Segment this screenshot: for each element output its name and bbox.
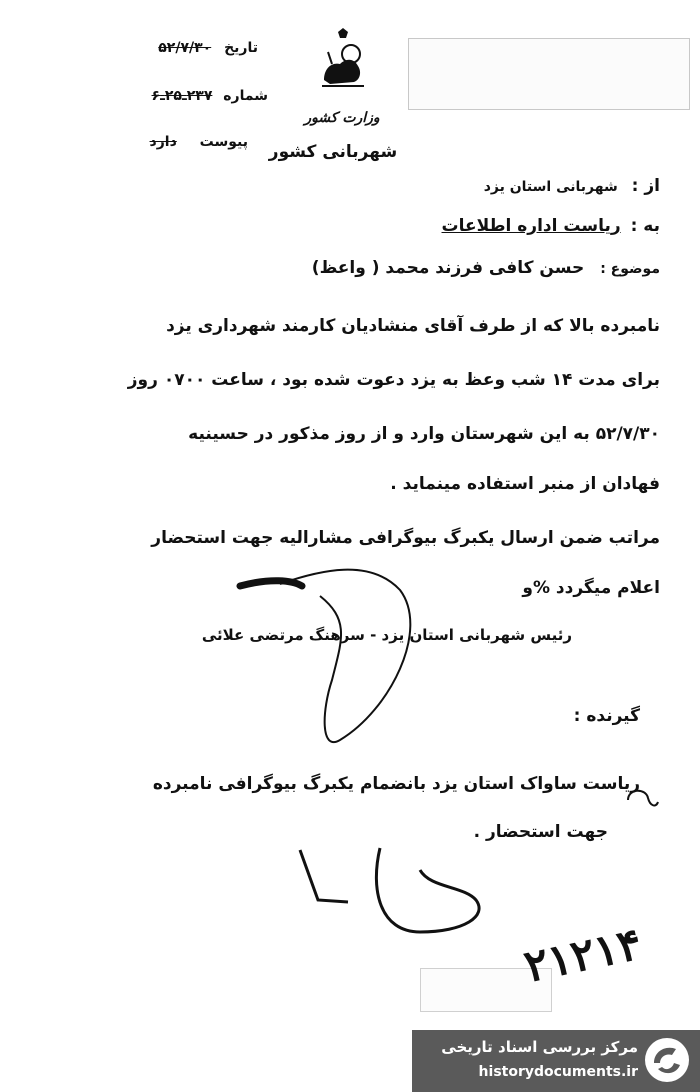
attachment-label: پیوست xyxy=(199,134,248,150)
body-line-2: برای مدت ۱۴ شب وعظ به یزد دعوت شده بود ، ساعت ۰۷۰۰ روز xyxy=(127,370,660,390)
subject-label: موضوع : xyxy=(600,261,660,277)
police-title: شهربانی کشور xyxy=(268,142,398,162)
number-label: شماره xyxy=(223,88,268,104)
archive-logo-icon xyxy=(642,1035,692,1085)
date-value: ۵۲/۷/۳۰ xyxy=(158,40,212,56)
number-value: ۲۳۷ـ۲۵ـ۶ xyxy=(151,88,213,104)
from-value: شهربانی استان یزد xyxy=(483,179,618,195)
from-label: از : xyxy=(631,176,660,196)
body-line-1: نامبرده بالا که از طرف آقای منشادیان کارمند شهرداری یزد xyxy=(166,316,660,336)
cc-label: گیرنده : xyxy=(573,706,640,726)
subject-value: حسن کافی فرزند محمد ( واعظ) xyxy=(311,258,585,278)
to-label: به : xyxy=(630,216,660,236)
signatory-line: رئیس شهربانی استان یزد - سرهنگ مرتضی علائی xyxy=(201,626,572,644)
request-line-1: مراتب ضمن ارسال یکبرگ بیوگرافی مشارالیه جهت استحضار xyxy=(151,528,660,548)
lion-and-sun-emblem xyxy=(318,28,368,92)
attachment-value: دارد xyxy=(149,134,177,150)
to-value: ریاست اداره اطلاعات xyxy=(441,216,621,236)
ministry-title: وزارت کشور xyxy=(304,110,380,126)
margin-mark xyxy=(620,784,660,814)
registration-stamp-box xyxy=(408,38,690,110)
handwritten-signature xyxy=(230,560,430,750)
body-line-3: ۵۲/۷/۳۰ به این شهرستان وارد و از روز مذکور در حسینیه xyxy=(188,424,660,444)
handwritten-initials xyxy=(270,840,520,940)
archive-website: historydocuments.ir xyxy=(478,1064,638,1080)
handwritten-number: ۲۱۲۱۴ xyxy=(519,918,647,993)
request-line-2: اعلام میگردد %و xyxy=(522,578,660,598)
date-label: تاریخ xyxy=(224,40,258,56)
cc-line-2: جهت استحضار . xyxy=(473,822,608,842)
archive-name: مرکز بررسی اسناد تاریخی xyxy=(441,1038,638,1056)
body-line-4: فهادان از منبر استفاده مینماید . xyxy=(390,474,660,494)
cc-line-1: ریاست ساواک استان یزد بانضمام یکبرگ بیوگرافی نامبرده xyxy=(152,774,640,794)
